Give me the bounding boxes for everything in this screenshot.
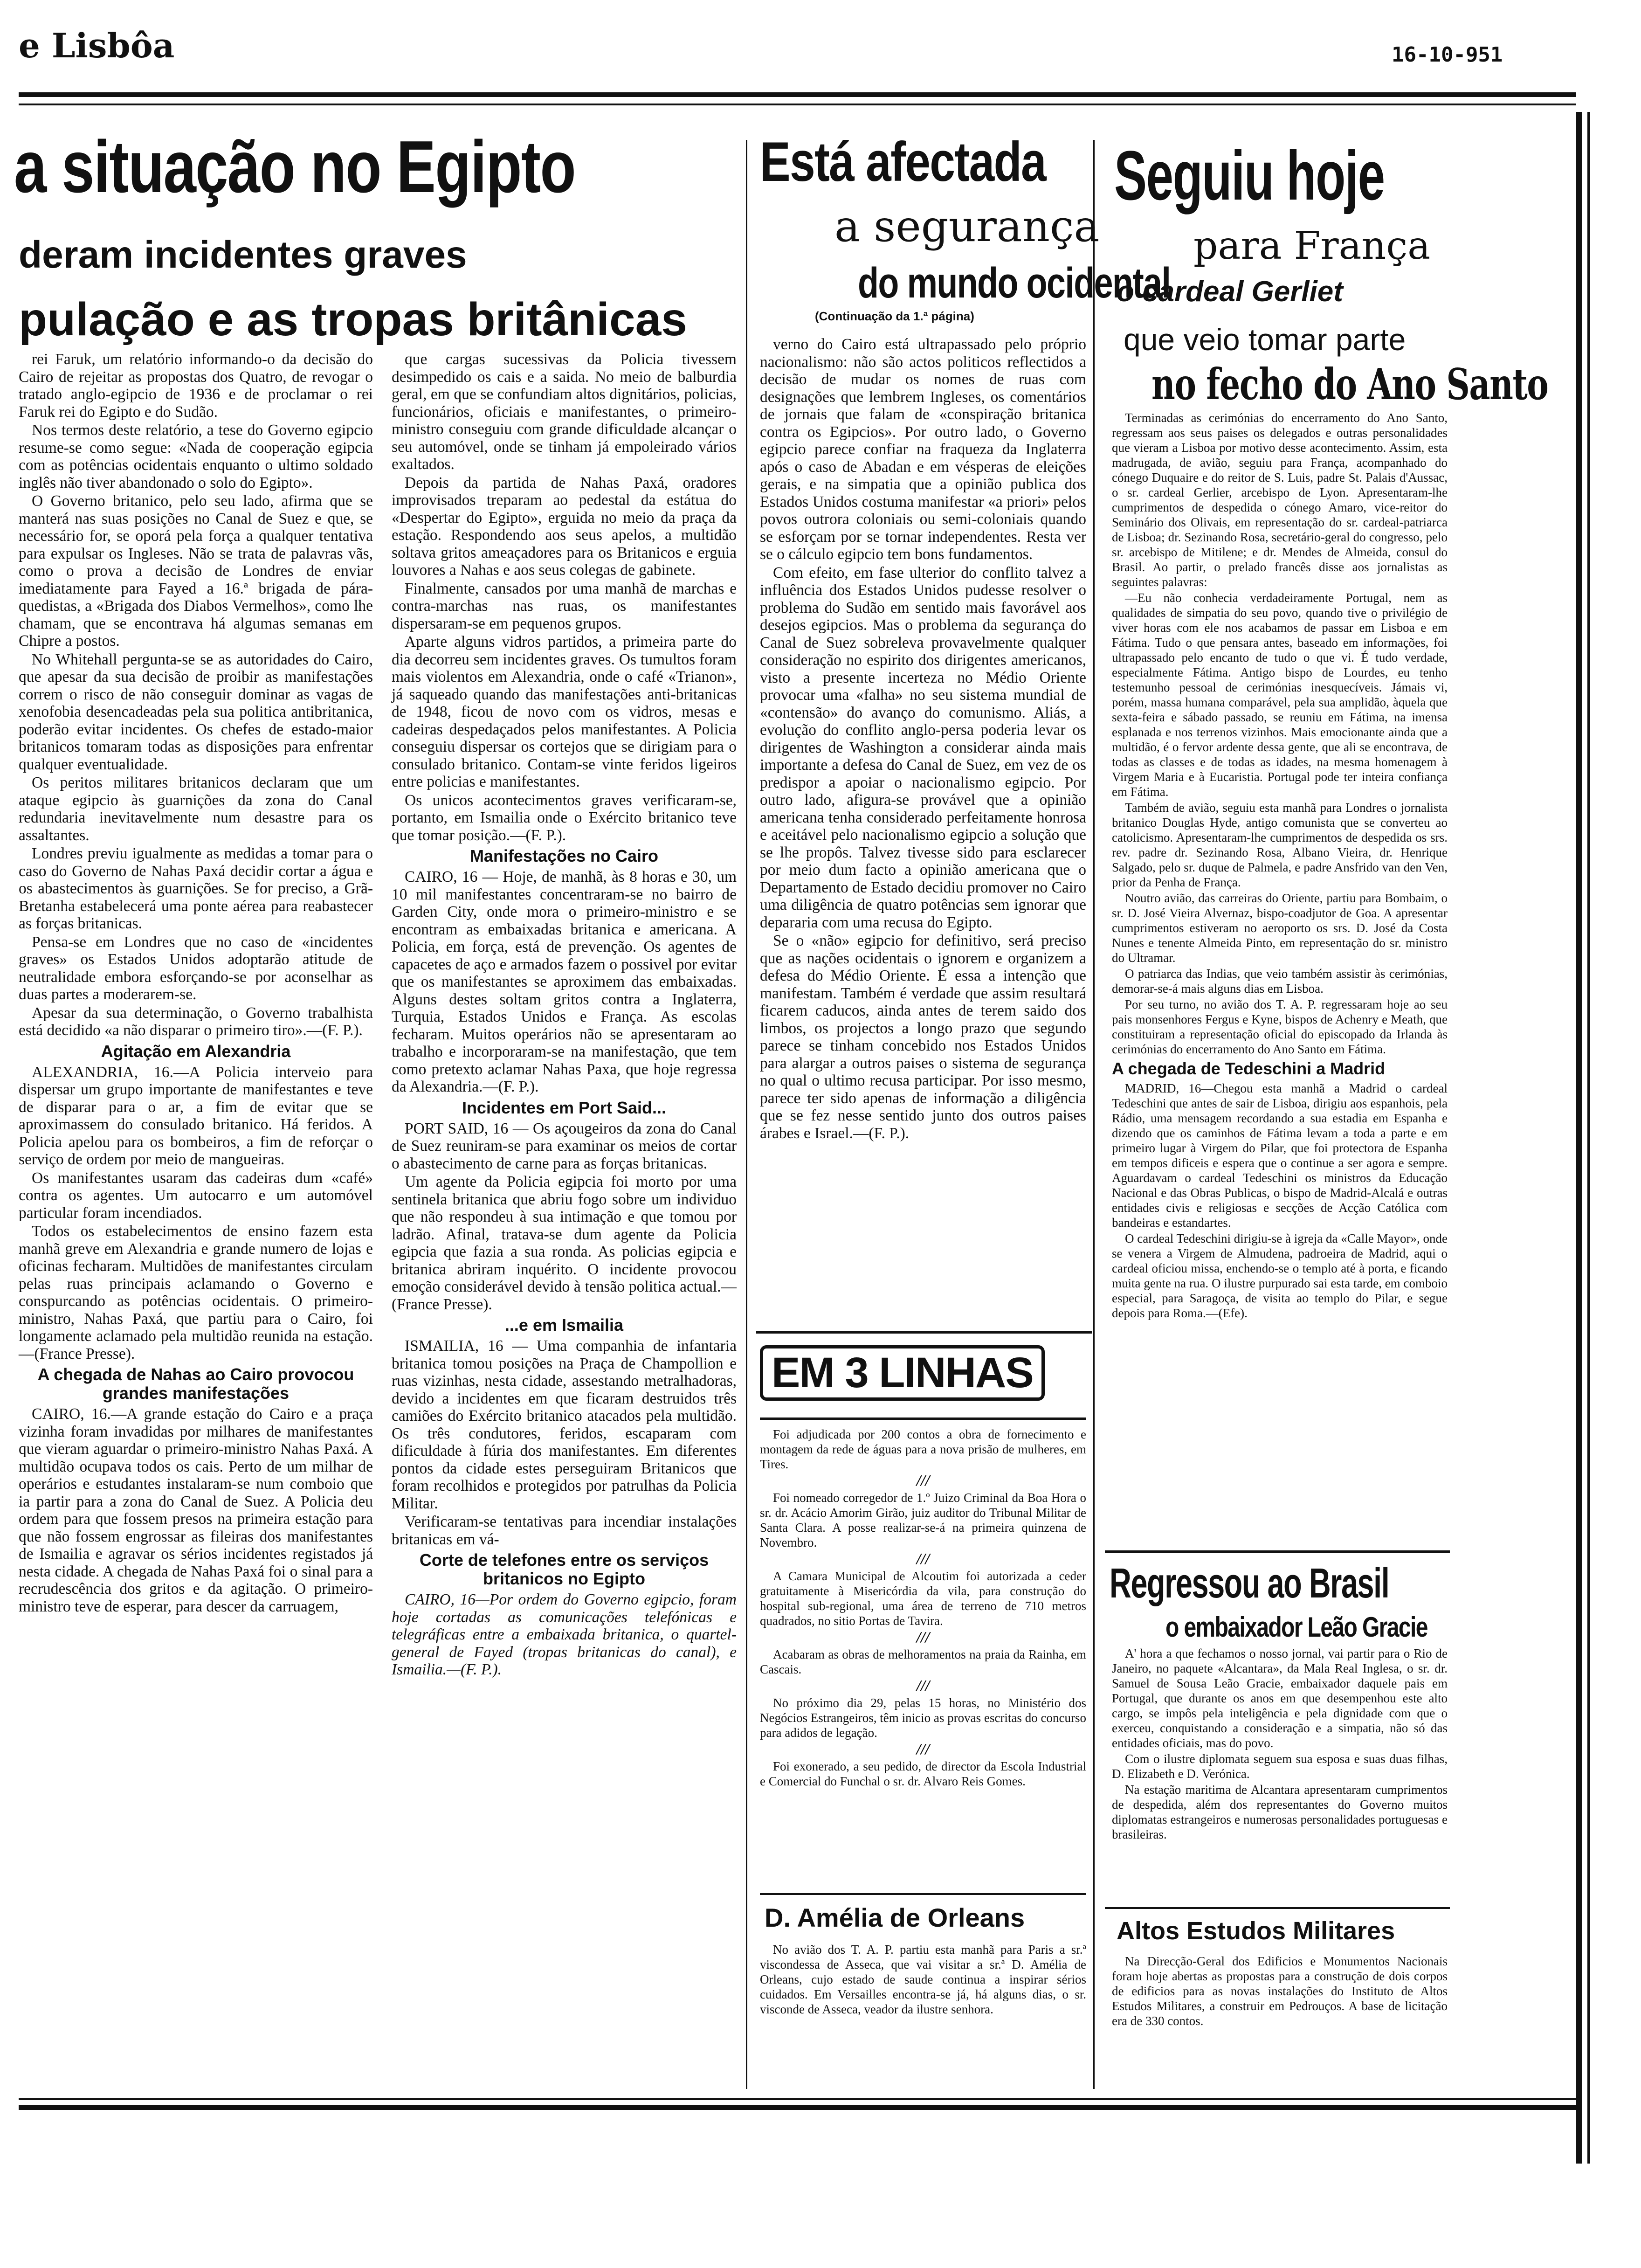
gerlier-column — [1112, 410, 1448, 1320]
paragraph: O patriarca das Indias, que veio também assistir às cerimónias, demorar-se-á mais alguns dias em Lisboa. — [1112, 967, 1448, 996]
paragraph: Pensa-se em Londres que no caso de «incidentes graves» os Estados Unidos adoptarão atitude de neutralidade embora esforçando-se por aconselhar as duas partes a moderarem-se. — [19, 933, 373, 1003]
paragraph: Londres previu igualmente as medidas a tomar para o caso do Governo de Nahas Paxá decidir cortar a água e os abastecimentos às guarnições. Se for preciso, a Grã-Bretanha estabelecerá uma ponte aérea para reabastecer as forças britanicas. — [19, 845, 373, 932]
leao-column — [1112, 1646, 1448, 1907]
paragraph: CAIRO, 16—Por ordem do Governo egipcio, foram hoje cortadas as comunicações telefónicas e telegráficas entre a embaixada britanica, o quartel-general de Fayed (tropas britanicas do canal), e Ismailia.—(F. P.). — [392, 1591, 737, 1678]
brief-separator: /// — [916, 1472, 930, 1489]
paragraph: ISMAILIA, 16 — Uma companhia de infantaria britanica tomou posições na Praça de Champollion e ruas vizinhas, nesta cidade, assestando metralhadoras, devido a incidentes em que ficaram destruidos três camiões do Exército britanico atacados pela multidão. Os três condutores, feridos, escaparam com dificuldade à fúria dos manifestantes. Em diferentes pontos da cidade estes perseguiram Britanicos que foram recolhidos e protegidos por patrulhas da Policia Militar. — [392, 1337, 737, 1512]
gerlier-headline-2: para França — [1193, 224, 1431, 268]
paragraph: PORT SAID, 16 — Os açougeiros da zona do Canal de Suez reuniram-se para examinar os meios de cortar o abastecimento de carne para as forças britanicas. — [392, 1120, 737, 1172]
paragraph: Os manifestantes usaram das cadeiras dum «café» contra os agentes. Um autocarro e um automóvel particular foram incendiados. — [19, 1169, 373, 1222]
paragraph: verno do Cairo está ultrapassado pelo próprio nacionalismo: não são actos politicos reflectidos a decisão de mudar os nomes de ruas com designações que lembrem Ingleses, os comentários de jornais que falam de «conspiração britanica contra os Egipcios». Por outro lado, o Governo egipcio parece confiar na fraqueza da Inglaterra após o caso de Abadan e em vésperas de eleições gerais, e na simpatia que a opinião publica dos Estados Unidos costuma manifestar «a priori» pelos povos outrora coloniais ou semi-coloniais quando se esforçam por se tornar independentes. Resta ver se o cálculo egipcio tem bons fundamentos. — [760, 336, 1086, 563]
brief-item: A Camara Municipal de Alcoutim foi autorizada a ceder gratuitamente à Misericórdia da vila, para construção do hospital sub-regional, uma área de terreno de 710 metros quadrados, no sitio Portas de Tavira. — [760, 1569, 1086, 1628]
egypt-subheadline: deram incidentes graves — [19, 234, 467, 276]
em3linhas-title: EM 3 LINHAS — [760, 1345, 1045, 1401]
brief-separator: /// — [916, 1741, 930, 1758]
paragraph: Todos os estabelecimentos de ensino fazem esta manhã greve em Alexandria e grande numero de lojas e oficinas fecharam. Multidões de manifestantes circulam pelas ruas principais aclamando o Governo e conspurcando as potências ocidentais. O primeiro-ministro, Nahas Paxá, que partiu para o Cairo, foi longamente aclamado pela multidão reunida na estação.—(France Presse). — [19, 1223, 373, 1362]
amelia-rule — [760, 1893, 1086, 1895]
gerlier-headline-4: que veio tomar parte — [1124, 322, 1406, 357]
subhead-port-said: Incidentes em Port Said... — [462, 1098, 667, 1117]
paragraph: O cardeal Tedeschini dirigiu-se à igreja da «Calle Mayor», onde se venera a Virgem de Almudena, padroeira de Madrid, aqui o cardeal oficiou missa, enchendo-se o templo até à porta, e ficando muita gente na rua. O ilustre purpurado sai esta tarde, em comboio especial, para Saragoça, de visita ao templo do Pilar, e segue depois para Roma.—(Efe). — [1112, 1231, 1448, 1320]
em3-rule-top — [756, 1331, 1092, 1334]
egypt-column-2 — [392, 351, 737, 2127]
paragraph: que cargas sucessivas da Policia tivessem desimpedido os cais e a saida. No meio de balburdia geral, em que se confundiam altos dignitários, policias, funcionários, oficiais e manifestantes, o primeiro-ministro conseguiu com grande dificuldade alcançar o seu automóvel, onde se tinham já empoleirado vários exaltados. — [392, 351, 737, 473]
paragraph: —Eu não conhecia verdadeiramente Portugal, nem as qualidades de simpatia do seu povo, quando tive o privilégio de viver horas com ele nos acabamos de passar em Lisboa e em Fátima. Tudo o que pensara antes, baseado em informações, foi ultrapassado pelo encanto de tudo o que vi. É tudo verdade, especialmente Fátima. Antigo bispo de Lourdes, eu tenho testemunho pessoal de cerimónias inesquecíveis. Jámais vi, porém, massa humana comparável, pela sua amplidão, àquela que sexta-feira e sábado passado, se reuniu em Fátima, na imensa esplanada e nos terrenos vizinhos. Mais emocionante ainda que a multidão, é o fervor ardente dessa gente, que ali se encontrava, de todas as classes e de todas as idades, na mesma homenagem à Virgem Maria e à Eucaristia. Portugal pode ter inteira confiança em Fátima. — [1112, 591, 1448, 799]
paragraph: Nos termos deste relatório, a tese do Governo egipcio resume-se como segue: «Nada de cooperação egipcia com as potências ocidentais enquanto o ultimo soldado inglês não tiver abandonado o solo do Egipto». — [19, 422, 373, 491]
gerlier-headline: Seguiu hoje — [1114, 136, 1385, 214]
paragraph: Com efeito, em fase ulterior do conflito talvez a influência dos Estados Unidos pudesse resolver o problema do Sudão em sentido mais favorável aos desejos egipcios. Mas o problema da segurança do Canal de Suez sobreleva provavelmente qualquer consideração no espirito dos dirigentes americanos, visto a presente incerteza no Médio Oriente provocar uma «falha» no seu sistema mundial de «contensão» do avanço do comunismo. Aliás, a evolução do conflito anglo-persa poderia levar os dirigentes de Washington a considerar ainda mais importante a defesa do Canal de Suez, em vez de os predispor a apoiar o nacionalismo egipcio. Por outro lado, afigura-se provável que a opinião americana tenha considerado perfeitamente honrosa e aceitável pelo nacionalismo egipcio a solução que se lhe propôs. Talvez tivesse sido para esclarecer por meio dum facto a opinião americana que o Departamento de Estado decidiu promover no Cairo uma diligência de quatro potências sem ignorar que depararia com uma recusa do Egipto. — [760, 564, 1086, 931]
paragraph: rei Faruk, um relatório informando-o da decisão do Cairo de rejeitar as propostas dos Quatro, de revogar o tratado anglo-egipcio de 1936 e de proclamar o rei Faruk rei do Egipto e do Sudão. — [19, 351, 373, 421]
amelia-column — [760, 1942, 1086, 2091]
subhead-tedeschini: A chegada de Tedeschini a Madrid — [1112, 1059, 1386, 1078]
page-border-bar — [1576, 112, 1582, 2164]
bottom-rule-thick — [19, 2105, 1576, 2110]
paragraph: Aparte alguns vidros partidos, a primeira parte do dia decorreu sem incidentes graves. Os tumultos foram mais violentos em Alexandria, onde o café «Trianon», já saqueado quando das manifestações anti-britanicas de 1948, ficou de novo com os vidros, mesas e cadeiras despedaçados pelos manifestantes. A Policia conseguiu dispersar os cortejos que se dirigiam para o consulado britanico. Contam-se vinte feridos ligeiros entre policias e manifestantes. — [392, 633, 737, 790]
brief-item: Foi adjudicada por 200 contos a obra de fornecimento e montagem da rede de águas para a nova prisão de mulheres, em Tires. — [760, 1427, 1086, 1471]
paragraph: Na Direcção-Geral dos Edificios e Monumentos Nacionais foram hoje abertas as propostas para a construção de dois corpos de edificios para as novas instalações do Instituto de Altos Estudos Militares, a construir em Pedrouços. A base de licitação era de 330 contos. — [1112, 1954, 1448, 2028]
altos-column — [1112, 1954, 1448, 2084]
brief-item: Foi exonerado, a seu pedido, de director da Escola Industrial e Comercial do Funchal o sr. dr. Alvaro Reis Gomes. — [760, 1759, 1086, 1788]
brief-item: Acabaram as obras de melhoramentos na praia da Rainha, em Cascais. — [760, 1647, 1086, 1676]
bottom-rule — [19, 2098, 1576, 2100]
paragraph: Finalmente, cansados por uma manhã de marchas e contra-marchas nas ruas, os manifestantes dispersaram-se em pequenos grupos. — [392, 580, 737, 632]
paragraph: Verificaram-se tentativas para incendiar instalações britanicas em vá- — [392, 1513, 737, 1548]
paragraph: CAIRO, 16.—A grande estação do Cairo e a praça vizinha foram invadidas por milhares de manifestantes que vieram aguardar o primeiro-ministro Nahas Paxá. A multidão ocupava todos os cais. Perto de um milhar de operários e estudantes instalaram-se num comboio que ia partir para a zona do Canal de Suez. A Policia deu ordem para que fossem presos na primeira estação para que não fossem engrossar as fileiras dos manifestantes de Ismailia e agravar os sérios incidentes registados já nesta cidade. A chegada de Nahas Paxá foi o sinal para a recrudescência dos gritos e da agitação. O primeiro-ministro teve de esperar, para descer da carruagem, — [19, 1405, 373, 1615]
paragraph: Terminadas as cerimónias do encerramento do Ano Santo, regressam aos seus paises os delegados e outras personalidades que vieram a Lisboa por motivo desse acontecimento. Assim, esta madrugada, de avião, seguiu para França, acompanhado do cónego Duquaire e do reitor de S. Luis, padre St. Palais d'Aussac, o sr. cardeal Gerlier, arcebispo de Lyon. Apresentaram-lhe cumprimentos de despedida o cónego Amaro, vice-reitor do Seminário dos Olivais, em representação do sr. cardeal-patriarca de Lisboa; dr. Sezinando Rosa, secretário-geral do congresso, pelo sr. arcebispo de Mitilene; e dr. Mendes de Almeida, consul do Brasil. Ao partir, o prelado francês disse aos jornalistas as seguintes palavras: — [1112, 411, 1448, 589]
column-divider — [1093, 140, 1095, 2089]
egypt-headline: a situação no Egipto — [14, 126, 576, 208]
paragraph: Se o «não» egipcio for definitivo, será preciso que as nações ocidentais o ignorem e organizem a defesa do Médio Oriente. É essa a intenção que manifestam. Também é verdade que assim resultará ficarem caducos, ainda antes de terem saido dos limbos, os projectos a longo prazo que segundo parece se tinham concebido nos Estados Unidos para alargar a outros paises o sistema de segurança no qual o ultimo recusa participar. Por isso mesmo, parece ter sido apenas de informação a diligência que se fez nesse sentido junto dos outros paises árabes e Israel.—(F. P.). — [760, 932, 1086, 1142]
paragraph: A' hora a que fechamos o nosso jornal, vai partir para o Rio de Janeiro, no paquete «Alcantara», da Mala Real Inglesa, o sr. dr. Samuel de Sousa Leão Gracie, embaixador daquele pais em Portugal, que durante os anos em que desempenhou este alto cargo, se impôs pela inteligência e pela dignidade com que o exerceu, conquistando a consideração e a simpatia, não só das entidades oficiais, mas do povo. — [1112, 1646, 1448, 1750]
brief-separator: /// — [916, 1550, 930, 1568]
paragraph: Os peritos militares britanicos declaram que um ataque egipcio às guarnições da zona do Canal redundaria inevitavelmente num desastre para os assaltantes. — [19, 774, 373, 844]
paragraph: Depois da partida de Nahas Paxá, oradores improvisados treparam ao pedestal da estátua do «Despertar do Egipto», erguida no meio da praça da estação. Respondendo aos seus apelos, a multidão soltava gritos ameaçadores para os Britanicos e erguia louvores a Nahas e aos seus colegas de gabinete. — [392, 474, 737, 579]
seguranca-column — [760, 336, 1086, 1282]
leao-headline-2: o embaixador Leão Gracie — [1165, 1611, 1427, 1643]
subhead-chegada-nahas: A chegada de Nahas ao Cairo provocou grandes manifestações — [37, 1365, 354, 1403]
brief-item: Foi nomeado corregedor de 1.º Juizo Criminal da Boa Hora o sr. dr. Acácio Amorim Girão, juiz auditor do Tribunal Militar de Santa Clara. A posse realizar-se-á na primeira quinzena de Novembro. — [760, 1491, 1086, 1549]
gerlier-headline-5: no fecho do Ano Santo — [1151, 359, 1548, 409]
subhead-alexandria: Agitação em Alexandria — [101, 1041, 291, 1061]
leao-rule — [1105, 1550, 1450, 1553]
brief-separator: /// — [916, 1677, 930, 1694]
paragraph: Por seu turno, no avião dos T. A. P. regressaram hoje ao seu pais monsenhores Fergus e Kyne, bispos de Achenry e Meath, que constituiram a representação oficial do episcopado da Irlanda às cerimónias do encerramento do Ano Santo em Fátima. — [1112, 997, 1448, 1056]
paragraph: No avião dos T. A. P. partiu esta manhã para Paris a sr.ª viscondessa de Asseca, que vai visitar a sr.ª D. Amélia de Orleans, cujo estado de saude continua a inspirar sérios cuidados. Em Versailles encontra-se já, há alguns dias, o sr. visconde de Asseca, veador da ilustre senhora. — [760, 1943, 1086, 2016]
egypt-column-1 — [19, 351, 373, 2127]
brief-separator: /// — [916, 1629, 930, 1646]
seguranca-headline-2: a segurança — [834, 201, 1100, 251]
masthead-rule — [19, 92, 1576, 97]
leao-headline: Regressou ao Brasil — [1110, 1560, 1389, 1607]
altos-headline: Altos Estudos Militares — [1117, 1917, 1395, 1945]
seguranca-headline: Está afectada — [760, 131, 1046, 193]
subhead-corte-telefones: Corte de telefones entre os serviços britanicos no Egipto — [419, 1550, 709, 1588]
paragraph: ALEXANDRIA, 16.—A Policia interveio para dispersar um grupo importante de manifestantes e teve de disparar para o ar, a fim de evitar que se aproximassem do consulado britanico. Há feridos. A Policia apelou para os bombeiros, a fim de reforçar o serviço de ordem por meio de mangueiras. — [19, 1063, 373, 1168]
issue-date: 16-10-951 — [1392, 43, 1503, 67]
subhead-manifestacoes: Manifestações no Cairo — [469, 846, 659, 865]
paragraph: Com o ilustre diplomata seguem sua esposa e suas duas filhas, D. Elizabeth e D. Verónica. — [1112, 1752, 1448, 1781]
paragraph: Apesar da sua determinação, o Governo trabalhista está decidido «a não disparar o primeiro tiro».—(F. P.). — [19, 1004, 373, 1039]
paragraph: MADRID, 16—Chegou esta manhã a Madrid o cardeal Tedeschini que antes de sair de Lisboa, dirigiu aos espanhois, pela Rádio, uma mensagem recordando a sua estadia em Espanha e dizendo que os caminhos de Fátima levam a toda a parte e em primeiro lugar à Virgem do Pilar, que foi protectora de Espanha em tempos dificeis e espera que o continue a ser agora e sempre. Aguardavam o cardeal Tedeschini os ministros da Educação Nacional e das Obras Publicas, o bispo de Madrid-Alcalá e outras entidades civis e religiosas e secções de Acção Católica com bandeiras e estandartes. — [1112, 1081, 1448, 1230]
masthead: e Lisbôa — [19, 26, 175, 65]
seguranca-headline-3: do mundo ocidental — [858, 259, 1171, 307]
paragraph: No Whitehall pergunta-se se as autoridades do Cairo, que apesar da sua decisão de proibir as manifestações correm o risco de não conseguir dominar as vagas de xenofobia desencadeadas pela sua politica antibritanica, poderão evitar incidentes. Os chefes de estado-maior britanicos tomaram todas as disposições para enfrentar qualquer eventualidade. — [19, 650, 373, 773]
gerlier-headline-3: o cardeal Gerliet — [1117, 276, 1343, 308]
paragraph: Noutro avião, das carreiras do Oriente, partiu para Bombaim, o sr. D. José Vieira Alvernaz, bispo-coadjutor de Goa. A apresentar cumprimentos estiveram no aeroporto os srs. D. José da Costa Nunes e tenente Almeida Pinto, em representação do sr. ministro do Ultramar. — [1112, 891, 1448, 965]
continuation-note: (Continuação da 1.ª página) — [815, 309, 974, 323]
subhead-ismailia: ...e em Ismailia — [504, 1315, 624, 1335]
em3-rule — [760, 1418, 1086, 1420]
paragraph: Também de avião, seguiu esta manhã para Londres o jornalista britanico Douglas Hyde, antigo comunista que se converteu ao catolicismo. Apresentaram-lhe cumprimentos de despedida os srs. rev. padre dr. Sezinando Rosa, Albano Vieira, dr. Henrique Salgado, pelo sr. duque de Palmela, e padre Ansfrido van den Ven, prior da Penha de França. — [1112, 801, 1448, 889]
paragraph: Na estação maritima de Alcantara apresentaram cumprimentos de despedida, além dos representantes do Governo muitos diplomatas estrangeiros e numerosas personalidades portuguesas e brasileiras. — [1112, 1783, 1448, 1841]
masthead-rule-thin — [19, 104, 1576, 105]
column-divider — [746, 140, 747, 2089]
em3linhas-column — [760, 1427, 1086, 1898]
altos-rule — [1105, 1907, 1450, 1909]
egypt-subheadline-2: pulação e as tropas britânicas — [19, 293, 687, 346]
paragraph: Os unicos acontecimentos graves verificaram-se, portanto, em Ismailia onde o Exército britanico teve que tomar posição.—(F. P.). — [392, 791, 737, 844]
page-border-bar-thin — [1587, 112, 1590, 2164]
paragraph: Um agente da Policia egipcia foi morto por uma sentinela britanica que abriu fogo sobre um individuo que não respondeu à sua intimação e que tomou por ladrão. Afinal, tratava-se dum agente da Policia egipcia que fazia a sua ronda. As policias egipcia e britanica abriram inquérito. O incidente provocou emoção considerável devido à tensão politica actual.—(France Presse). — [392, 1173, 737, 1313]
paragraph: CAIRO, 16 — Hoje, de manhã, às 8 horas e 30, um 10 mil manifestantes concentraram-se no bairro de Garden City, onde mora o primeiro-ministro e se encontram as embaixadas britanica e americana. A Policia, em força, está de prevenção. Os agentes de capacetes de aço e armados fazem o possivel por evitar que os manifestantes se aproximem das embaixadas. Alguns destes soltam gritos contra a Inglaterra, Turquia, Estados Unidos e França. As escolas fecharam. Muitos operários não se apresentaram ao trabalho e incorporaram-se na manifestação, que tem como pretexto aclamar Nahas Paxa, que hoje regressa da Alexandria.—(F. P.). — [392, 868, 737, 1095]
brief-item: No próximo dia 29, pelas 15 horas, no Ministério dos Negócios Estrangeiros, têm inicio as provas escritas do concurso para adidos de legação. — [760, 1696, 1086, 1740]
amelia-headline: D. Amélia de Orleans — [765, 1903, 1025, 1932]
paragraph: O Governo britanico, pelo seu lado, afirma que se manterá nas suas posições no Canal de Suez e que, se necessário for, se oporá pela força a qualquer tentativa para expulsar os Ingleses. Não se trata de palavras vãs, como o prova a decisão de Londres de enviar imediatamente para Fayed a 16.ª brigada de pára-quedistas, a «Brigada dos Diabos Vermelhos», como lhe chamam, que se encontrava há algumas semanas em Chipre a postos. — [19, 492, 373, 650]
